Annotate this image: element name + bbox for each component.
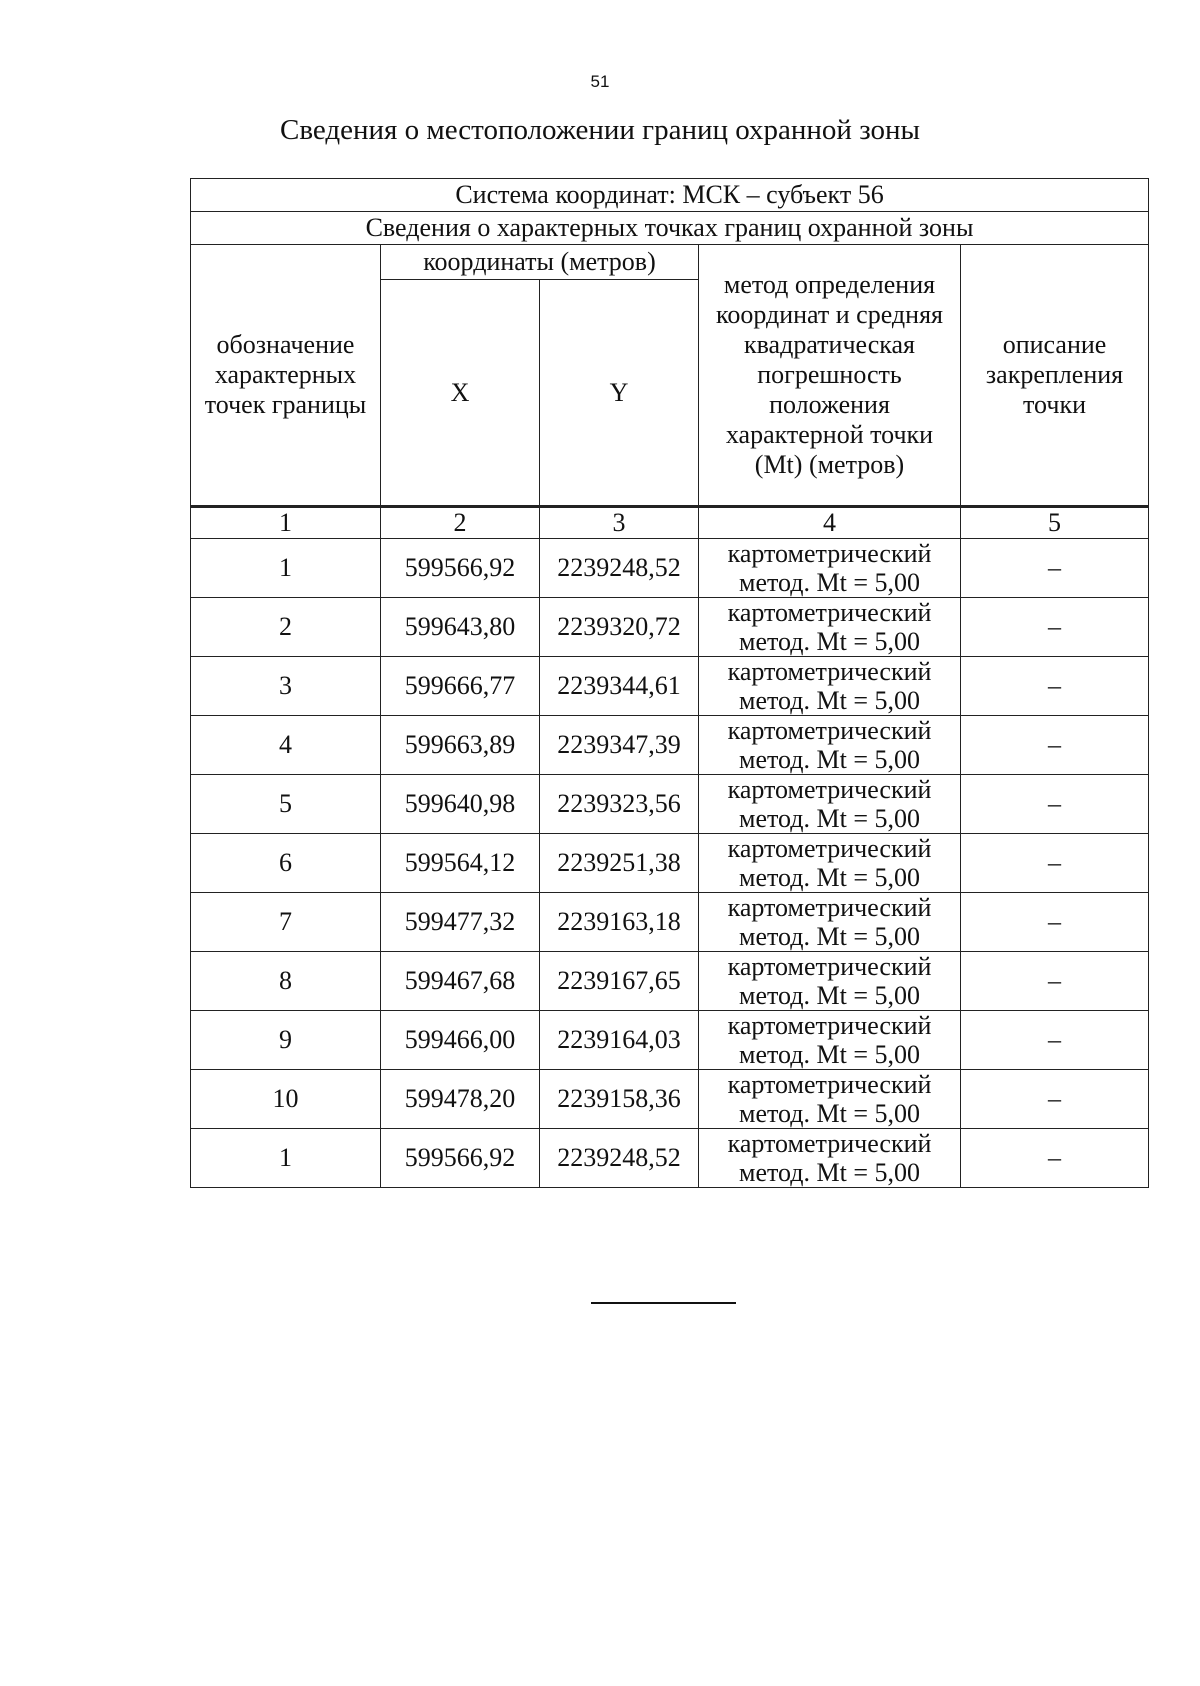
x-value: 599477,32 (404, 907, 516, 936)
header-method: метод определения координат и средняя квадратическая погрешность положения характерной точки (Mt) (метров) (699, 245, 961, 507)
header-y: Y (540, 280, 699, 507)
y-coordinate-cell (540, 893, 699, 952)
method-cell (699, 1011, 961, 1070)
method-line-1: картометрический (727, 1011, 932, 1040)
x-value: 599666,77 (404, 671, 516, 700)
method-cell (699, 598, 961, 657)
x-value: 599467,68 (404, 966, 516, 995)
point-label: 1 (279, 1143, 292, 1172)
method-line-1: картометрический (727, 893, 932, 922)
y-coordinate-cell (540, 1129, 699, 1188)
table-row (191, 1070, 1149, 1129)
table-row (191, 775, 1149, 834)
point-cell (191, 539, 381, 598)
x-coordinate-cell (381, 1129, 540, 1188)
fixing-cell (961, 775, 1149, 834)
point-cell (191, 834, 381, 893)
x-coordinate-cell (381, 716, 540, 775)
y-coordinate-cell (540, 716, 699, 775)
method-cell (699, 716, 961, 775)
fixing-cell (961, 1011, 1149, 1070)
fixing-value: – (1048, 1025, 1062, 1054)
method-cell (699, 539, 961, 598)
x-value: 599640,98 (404, 789, 516, 818)
y-coordinate-cell (540, 657, 699, 716)
section-title-row (191, 212, 1149, 245)
method-line-1: картометрический (727, 775, 932, 804)
fixing-value: – (1048, 789, 1062, 818)
table-row (191, 834, 1149, 893)
point-label: 1 (279, 553, 292, 582)
fixing-cell (961, 716, 1149, 775)
method-line-2: метод. Mt = 5,00 (739, 1099, 920, 1128)
y-value: 2239248,52 (557, 1143, 681, 1172)
coordinates-table (190, 178, 1149, 1188)
x-coordinate-cell (381, 775, 540, 834)
y-coordinate-cell (540, 598, 699, 657)
table-row (191, 1129, 1149, 1188)
column-number: 3 (540, 507, 699, 539)
table-row (191, 1011, 1149, 1070)
column-number: 2 (381, 507, 540, 539)
method-line-2: метод. Mt = 5,00 (739, 804, 920, 833)
y-value: 2239320,72 (557, 612, 681, 641)
fixing-value: – (1048, 848, 1062, 877)
point-label: 5 (279, 789, 292, 818)
fixing-value: – (1048, 1084, 1062, 1113)
method-cell (699, 775, 961, 834)
point-cell (191, 1070, 381, 1129)
x-value: 599643,80 (404, 612, 516, 641)
point-label: 3 (279, 671, 292, 700)
point-cell (191, 1129, 381, 1188)
fixing-value: – (1048, 612, 1062, 641)
fixing-cell (961, 1070, 1149, 1129)
coordinate-system-cell: Система координат: МСК – субъект 56 (191, 179, 1149, 212)
header-row-top (191, 245, 1149, 280)
x-value: 599564,12 (404, 848, 516, 877)
x-coordinate-cell (381, 657, 540, 716)
method-line-1: картометрический (727, 1129, 932, 1158)
x-value: 599663,89 (404, 730, 516, 759)
method-cell (699, 1070, 961, 1129)
method-line-2: метод. Mt = 5,00 (739, 1040, 920, 1069)
method-cell (699, 1129, 961, 1188)
fixing-value: – (1048, 671, 1062, 700)
table-row (191, 952, 1149, 1011)
table-row (191, 893, 1149, 952)
fixing-cell (961, 952, 1149, 1011)
y-value: 2239344,61 (557, 671, 681, 700)
point-cell (191, 893, 381, 952)
point-label: 2 (279, 612, 292, 641)
y-coordinate-cell (540, 539, 699, 598)
x-coordinate-cell (381, 1070, 540, 1129)
point-cell (191, 716, 381, 775)
method-line-2: метод. Mt = 5,00 (739, 1158, 920, 1187)
x-coordinate-cell (381, 598, 540, 657)
method-line-2: метод. Mt = 5,00 (739, 981, 920, 1010)
method-line-1: картометрический (727, 598, 932, 627)
column-number-row (191, 507, 1149, 539)
method-cell (699, 657, 961, 716)
method-line-1: картометрический (727, 1070, 932, 1099)
y-value: 2239164,03 (557, 1025, 681, 1054)
coordinate-system-row (191, 179, 1149, 212)
method-line-2: метод. Mt = 5,00 (739, 863, 920, 892)
y-coordinate-cell (540, 775, 699, 834)
method-line-2: метод. Mt = 5,00 (739, 686, 920, 715)
x-value: 599566,92 (404, 553, 516, 582)
method-line-1: картометрический (727, 539, 932, 568)
header-point-designation: обозначение характерных точек границы (191, 245, 381, 507)
method-cell (699, 834, 961, 893)
fixing-value: – (1048, 553, 1062, 582)
method-line-2: метод. Mt = 5,00 (739, 568, 920, 597)
x-coordinate-cell (381, 834, 540, 893)
column-number: 4 (699, 507, 961, 539)
end-rule (591, 1302, 736, 1304)
y-value: 2239158,36 (557, 1084, 681, 1113)
y-value: 2239323,56 (557, 789, 681, 818)
fixing-cell (961, 657, 1149, 716)
y-coordinate-cell (540, 834, 699, 893)
fixing-value: – (1048, 907, 1062, 936)
point-label: 9 (279, 1025, 292, 1054)
table-row (191, 716, 1149, 775)
point-cell (191, 657, 381, 716)
method-line-2: метод. Mt = 5,00 (739, 745, 920, 774)
fixing-cell (961, 539, 1149, 598)
method-line-2: метод. Mt = 5,00 (739, 922, 920, 951)
header-fixing-description: описание закрепления точки (961, 245, 1149, 507)
section-title-cell: Сведения о характерных точках границ охранной зоны (191, 212, 1149, 245)
point-label: 7 (279, 907, 292, 936)
y-value: 2239347,39 (557, 730, 681, 759)
column-number: 1 (191, 507, 381, 539)
y-coordinate-cell (540, 952, 699, 1011)
point-cell (191, 952, 381, 1011)
fixing-cell (961, 1129, 1149, 1188)
point-label: 6 (279, 848, 292, 877)
fixing-value: – (1048, 1143, 1062, 1172)
header-coordinates: координаты (метров) (381, 245, 699, 280)
y-coordinate-cell (540, 1070, 699, 1129)
fixing-cell (961, 893, 1149, 952)
y-coordinate-cell (540, 1011, 699, 1070)
fixing-cell (961, 598, 1149, 657)
method-cell (699, 952, 961, 1011)
column-number: 5 (961, 507, 1149, 539)
point-label: 10 (272, 1084, 299, 1113)
page-number: 51 (590, 72, 610, 91)
x-coordinate-cell (381, 952, 540, 1011)
point-label: 8 (279, 966, 292, 995)
table-row (191, 598, 1149, 657)
x-coordinate-cell (381, 1011, 540, 1070)
y-value: 2239251,38 (557, 848, 681, 877)
y-value: 2239248,52 (557, 553, 681, 582)
table-row (191, 539, 1149, 598)
point-label: 4 (279, 730, 292, 759)
method-line-1: картометрический (727, 657, 932, 686)
method-line-1: картометрический (727, 952, 932, 981)
point-cell (191, 775, 381, 834)
fixing-cell (961, 834, 1149, 893)
x-value: 599566,92 (404, 1143, 516, 1172)
x-coordinate-cell (381, 893, 540, 952)
method-line-2: метод. Mt = 5,00 (739, 627, 920, 656)
fixing-value: – (1048, 966, 1062, 995)
fixing-value: – (1048, 730, 1062, 759)
header-x: X (381, 280, 540, 507)
x-value: 599466,00 (404, 1025, 516, 1054)
x-value: 599478,20 (404, 1084, 516, 1113)
document-title: Сведения о местоположении границ охранной зоны (279, 114, 920, 146)
point-cell (191, 598, 381, 657)
x-coordinate-cell (381, 539, 540, 598)
table-row (191, 657, 1149, 716)
point-cell (191, 1011, 381, 1070)
method-line-1: картометрический (727, 834, 932, 863)
y-value: 2239167,65 (557, 966, 681, 995)
method-cell (699, 893, 961, 952)
y-value: 2239163,18 (557, 907, 681, 936)
method-line-1: картометрический (727, 716, 932, 745)
